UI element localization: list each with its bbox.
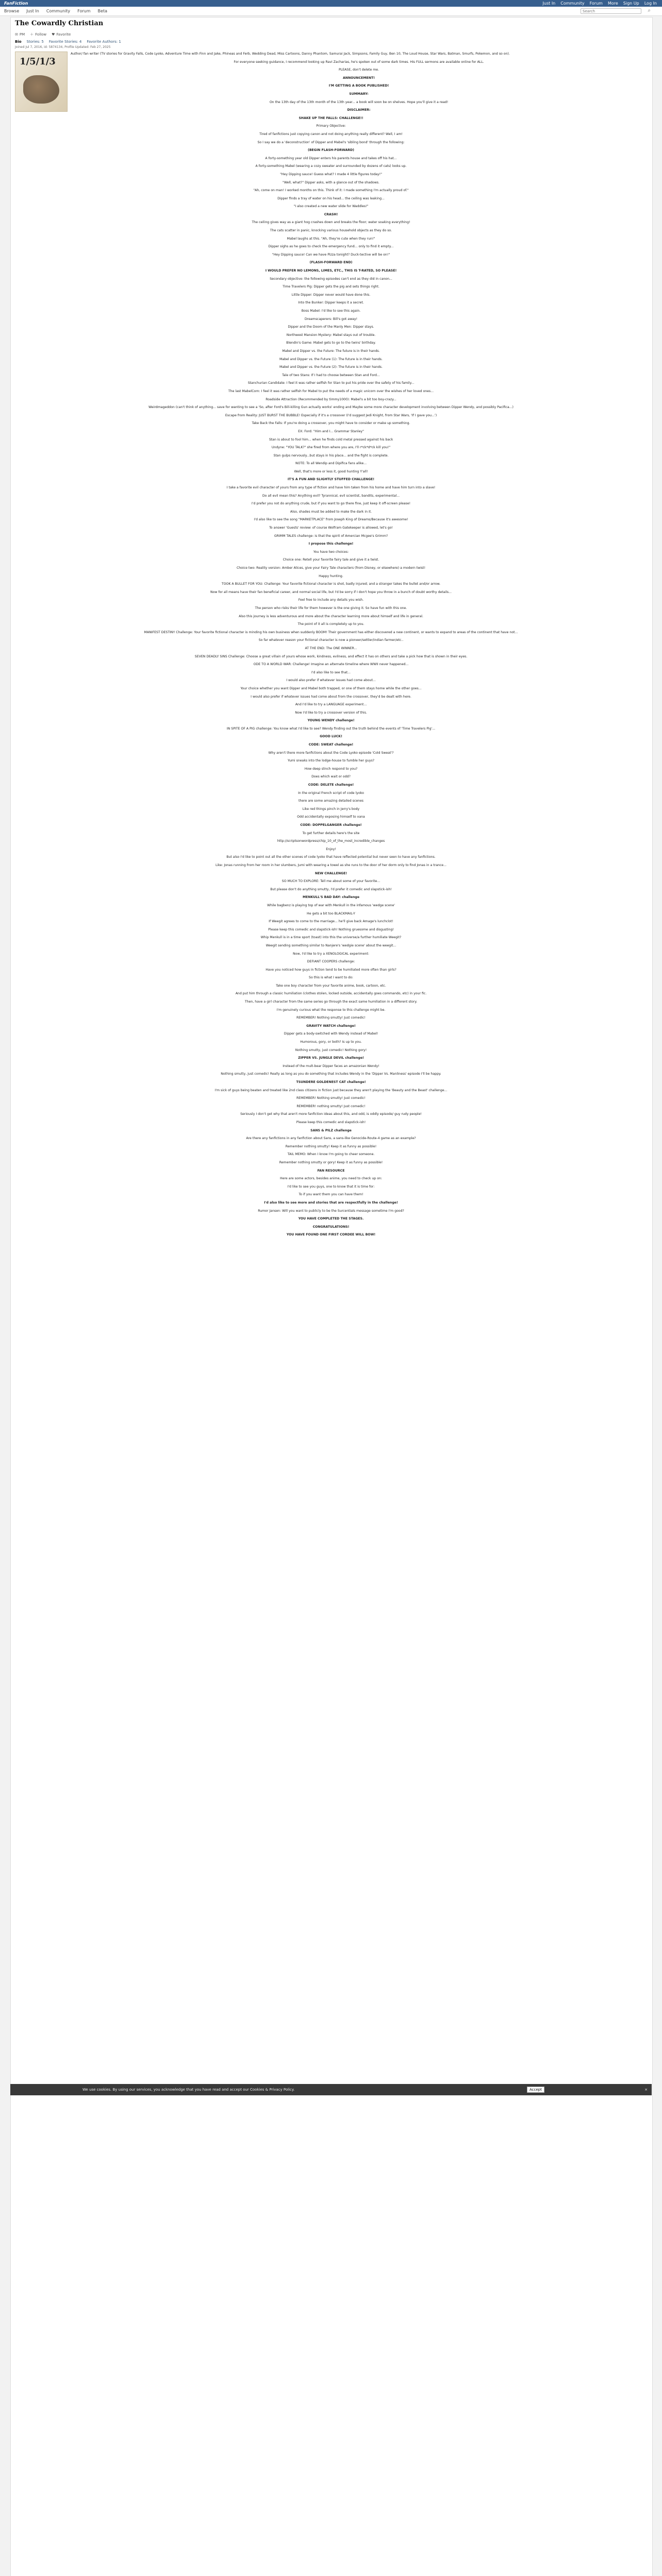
bio-paragraph: I would also prefer if whatever issues had come about from the crossover, they'd be dealt with here. [251, 694, 411, 699]
nav-beta[interactable]: Beta [97, 9, 107, 13]
bio-paragraph: CONGRATULATIONS! [312, 1225, 350, 1229]
tab-bio[interactable]: Bio [15, 40, 22, 44]
bio-paragraph: REMEMBER! Nothing smutty! Just comedic! [296, 1096, 366, 1100]
bio-paragraph: Happy hunting. [319, 574, 343, 578]
author-name: The Cowardly Christian [15, 20, 104, 27]
bio-paragraph: The cats scatter in panic, knocking various household objects as they do so. [270, 229, 392, 233]
bio-paragraph: A forty-something Mabel (wearing a cozy sweater and surrounded by dozens of cats) looks up. [255, 164, 407, 168]
search-icon[interactable]: ⌕ [648, 8, 651, 13]
bio-paragraph: Odd accidentally exposing himself to xana [297, 815, 365, 819]
bio-paragraph: Whip Menkull is in a time sport (toast) into this the universe/a further humiliate Weegit? [260, 936, 402, 940]
bio-paragraph: EX: Ford: "Him and I... Grammar Stanley" [298, 429, 364, 433]
nav-community[interactable]: Community [46, 9, 71, 13]
bio-paragraph: Stanchurian Candidate: I feel it was rather selfish for Stan to put his pride over the safety of his family... [247, 381, 415, 385]
bio-paragraph: SHAKE UP THE FALLS: CHALLENGE!! [299, 116, 363, 120]
cookie-accept-button[interactable]: Accept [527, 2087, 544, 2093]
avatar-text: 1/5/1/3 [20, 56, 56, 67]
bio-paragraph: To if you want them you can have them! [299, 1193, 363, 1197]
bio-paragraph: Rumor Jansen: Will you want to publicly to be the Surcentials message sometime I'm good? [258, 1209, 404, 1213]
bio-paragraph: So I say we do a 'deconstruction' of Dipper and Mabel's 'sibling bond' through the following: [257, 140, 405, 144]
tab-stories[interactable]: Stories: 5 [26, 40, 44, 44]
follow-icon: ＋ [30, 32, 34, 37]
profile-tabs [15, 40, 121, 44]
bio-paragraph: But also I'd like to point out all the other scenes of code lyoko that have reflected potential but never seen to have any fanfictions. [226, 855, 436, 859]
bio-paragraph: So far whatever reason your fictional character is now a pioneer/settler/indian farmer/etc.. [258, 638, 404, 642]
bio-paragraph: I'm genuinely curious what the response to this challenge might be. [276, 1008, 386, 1012]
tab-favorite-authors[interactable]: Favorite Authors: 1 [87, 40, 121, 44]
bio-paragraph: Boss Mabel: I'd like to see this again. [301, 309, 361, 313]
top-link-just-in[interactable]: Just In [542, 1, 556, 6]
bio-paragraph: Then, have a girl character from the same series go through the exact same humiliation in a different story. [244, 1000, 418, 1004]
bio-paragraph: Weegit sending something similar to Nanjere's 'wedgie scene' about the weegit... [266, 943, 396, 947]
bio-paragraph: You have two choices: [313, 550, 349, 554]
bio-paragraph: Weirdmageddon (can't think of anything... save for wanting to see a 'So, after Ford's Bill-killing Gun actually works' ending and Maybe some more character development involving between Dipper Wendy, and possibly Pacifica...) [148, 405, 514, 410]
bio-paragraph: Does which wait or odd? [311, 775, 351, 779]
profile-panel [10, 17, 653, 2576]
site-logo[interactable]: FanFiction [4, 1, 28, 6]
bio-paragraph: "I also created a new water slide for Waddles!" [293, 205, 369, 209]
bio-paragraph: (BEGIN FLASH-FORWARD) [308, 148, 354, 152]
bio-paragraph: Mabel laughs at this. "Ah, they're cute when they run!" [287, 236, 375, 241]
bio-paragraph: SUMMARY: [349, 92, 369, 96]
bio-paragraph: I WOULD PREFER NO LEMONS, LIMES, ETC., THIS IS T-RATED, SO PLEASE! [265, 269, 397, 273]
bio-paragraph: So this is what I want to do: [309, 976, 353, 980]
bio-paragraph: Here are some actors, besides anime, you need to check up on: [280, 1177, 382, 1181]
bio-sections [15, 60, 647, 1238]
bio-paragraph: CODE: SWEAT challenge! [308, 743, 354, 747]
bio-paragraph: (FLASH-FORWARD END) [309, 261, 353, 265]
bio-paragraph: I propose this challenge! [308, 542, 354, 546]
bio-paragraph: Well, that's more or less it, good hunting Y'all! [294, 469, 368, 473]
bio-paragraph: But please don't do anything smutty, I'd prefer it comedic and slapstick-ish! [270, 887, 392, 891]
bio-paragraph: I'M GETTING A BOOK PUBLISHED! [328, 84, 389, 88]
bio-paragraph: YOU HAVE COMPLETED THE STAGES. [298, 1217, 364, 1221]
bio-paragraph: NEW CHALLENGE! [315, 871, 347, 875]
bio-paragraph: I'd also like to see more and stories that are respectfully in the challenge! [264, 1200, 398, 1205]
bio-paragraph: Northwest Mansion Mystery: Mabel stays out of trouble. [286, 333, 376, 337]
bio-paragraph: MENKULL'S BAD DAY: challenge [302, 895, 360, 900]
bio-paragraph: Choice one: Retell your favorite fairy tale and give it a twist. [283, 558, 379, 562]
tab-favorite-stories[interactable]: Favorite Stories: 4 [48, 40, 82, 44]
bio-paragraph: GRAVITY WATCH challenge! [306, 1024, 356, 1028]
bio-paragraph: Also, shades must be added to make the dark in it. [290, 510, 372, 514]
bio-paragraph: SEVEN DEADLY SINS Challenge: Choose a great villain of yours whose work, kindness, evilness, and effect it has on others and take a pick how that is shown in their eyes. [194, 654, 468, 658]
favorite-button[interactable] [52, 32, 71, 37]
bio-paragraph: IN SPITE OF A PIG challenge: You know what I'd like to see? Wendy finding out the truth behind the events of 'Time Travelers Pig'... [226, 726, 436, 731]
bio-paragraph: SANS & PILZ challenge [310, 1128, 352, 1132]
bio-paragraph: For everyone seeking guidance, I recommend looking up Ravi Zacharias, he's spoken out of some dark times. His FULL sermons are available online for ALL. [234, 60, 484, 64]
bio-paragraph: Nothing smutty, just comedic! Really as long as you do something that includes Wendy in the 'Dipper Vs. Manliness' episode I'll be happy. [221, 1072, 441, 1076]
bio-paragraph: "Hey Dipping sauce! Can we have Pizza tonight? Duck-tective will be on!" [272, 252, 390, 257]
bio-paragraph: CODE: DELETE challenge! [308, 783, 354, 787]
bio-paragraph: Also this journey is less adventurous and more about the character learning more about himself and life in general. [239, 614, 423, 618]
bio-paragraph: SO MUCH TO EXPLORE: Tell me about some of your favorite... [282, 879, 380, 884]
bio-paragraph: Stan is about to fool him... when he finds cold metal pressed against his back [269, 437, 393, 442]
bio-paragraph: TOOK A BULLET FOR YOU: Challenge: Your favorite fictional character is shot, badly injured; and a stranger takes the bullet and/or arrow. [221, 582, 441, 586]
sign-up-link[interactable]: Sign Up [623, 1, 639, 6]
bio-paragraph: Do all evil mean this? Anything evil? Tyrannical, evil scientist, bandits, experimental... [262, 494, 400, 498]
bio-paragraph: Dipper sighs as he goes to check the emergency fund... only to find it empty... [268, 245, 394, 249]
bio-paragraph: FAN RESOURCE [317, 1168, 345, 1173]
bio-intro: Author/ fan writer (TV stories for Gravity Falls, Code Lyoko, Adventure Time with Finn and Jake, Phineas and Ferb, Wedding Dead, Miss Cartoons, Danny Phantom, Samurai Jack, Simpsons, Family Guy, Ben 10, The Loud House, Star Wars, Batman, Smurfs, Pokemon, and so on). [71, 52, 510, 56]
bio-paragraph: Mabel and Dipper vs. the Future (1): The future is in their hands. [279, 357, 383, 361]
top-link-community[interactable]: Community [560, 1, 585, 6]
bio-paragraph: Instead of the mult-bear Dipper faces an amazonian Wendy! [283, 1064, 379, 1068]
cookie-text: We use cookies. By using our services, you acknowledge that you have read and accept our Cookies & Privacy Policy. [82, 2088, 295, 2092]
bio-paragraph: I'd like to see you guys, one to know that it is time for: [287, 1184, 375, 1189]
bio-paragraph: TAIL MEMO: When I know I'm going to cheer someone. [287, 1153, 375, 1157]
bio-paragraph: The last MabelCorn: I feel it was rather selfish for Mabel to put the needs of a magic unicorn over the wishes of her loved ones... [228, 389, 434, 393]
bio-paragraph: CODE: DOPPELGANGER challenge! [300, 823, 362, 827]
nav-menu [4, 7, 107, 15]
bio-paragraph: Seriously I don't get why that aren't more fanfiction ideas about this, and odd, is oddly episode/ guy rudy people! [240, 1112, 422, 1116]
bio-paragraph: TSUNDERE GOLDENEST CAT challenge! [296, 1080, 366, 1084]
bio-paragraph: REMEMBER! nothing smutty! Just comedic! [296, 1104, 366, 1108]
bio-paragraph: If Weegit agrees to come to the marriage... he'll give back Amage's lunchclot! [269, 920, 393, 924]
bio-paragraph: AT THE END: The ONE WINNER... [305, 646, 357, 650]
bio-paragraph: GOOD LUCK! [320, 735, 342, 739]
bio-paragraph: Roadside Attraction (Recommended by timmy1000): Mabel's a bit too boy-crazy... [266, 397, 396, 401]
bio-paragraph: The ceiling gives way as a giant hog crashes down and breaks the floor; water soaking everything! [252, 221, 410, 225]
bio-paragraph: Take one boy character from your favorite anime, book, cartoon, etc. [276, 984, 386, 988]
bio-paragraph: "Ah, come on man! I worked months on this. Think of it: I made something I'm actually proud of." [253, 189, 409, 193]
log-in-link[interactable]: Log In [644, 1, 657, 6]
bio-paragraph: To answer 'Guests' review: of course Wolfram Gatekeeper is allowed, let's go! [269, 526, 393, 530]
bio-paragraph: Enjoy! [326, 847, 336, 851]
bio-paragraph: Little Dipper: Dipper never would have done this. [291, 293, 371, 297]
bio-paragraph: ODE TO A WORLD WAR: Challenge! Imagine an alternate timeline where WWII never happened... [253, 663, 409, 667]
bio-paragraph: Are there any fanfictions in any fanfiction about Sans, a sans-like Genocide-Route-4 game as an example? [246, 1137, 416, 1141]
bio-paragraph: In the original French script of code lyoko [298, 791, 364, 795]
bio-paragraph: Like: Jonas running from her room in her slumbers, Jumi with wearing a towel as she runs to the door of her dorm only to find Jonas in a trance... [215, 863, 447, 867]
bio-paragraph: Remember nothing smutty! Keep it as funny as possible! [285, 1144, 377, 1148]
bio-paragraph: Tired of fanfictions just copying canon and not doing anything really different? Well, I am! [259, 132, 403, 136]
bio-paragraph: I'd also like to see the song "MARKETPLACE" from Joseph King of Dreams/Because it's awesome! [254, 518, 408, 522]
bio-paragraph: Now I'd like to try a crossover version of this. [295, 710, 367, 715]
bio-paragraph: Mabel and Dipper vs. the Future: The future is in their hands. [282, 349, 380, 353]
bio-text [15, 52, 647, 2576]
pm-button[interactable] [15, 32, 25, 37]
bio-paragraph: Your choice whether you want Dipper and Mabel both trapped, or one of them stays home while the other goes... [240, 686, 422, 690]
bio-paragraph: MANIFEST DESTINY Challenge: Your favorite fictional character is minding his own business when suddenly BOOM! Their government has either discovered a new continent, or wants to expand to areas of the continent that have not... [144, 630, 518, 634]
bio-paragraph: The person who risks their life for them however is the one giving it. So have fun with this one. [255, 606, 407, 610]
bio-paragraph: Remember nothing smutty or gory! Keep it as funny as possible! [279, 1160, 383, 1164]
follow-label: Follow [35, 32, 47, 37]
bio-paragraph: The point of it all is completely up to you. [297, 622, 365, 626]
bio-paragraph: CRASH! [324, 212, 338, 216]
top-link-more[interactable]: More [607, 1, 618, 6]
bio-paragraph: Humorous, gory, or both? Is up to you. [300, 1040, 362, 1044]
top-bar [0, 0, 662, 7]
bio-paragraph: DEFIANT COOPERS challenge: [307, 960, 355, 964]
joined-info: Joined Jul 7, 2016, id: 5874134, Profile Updated: Feb 27, 2025 [15, 45, 111, 49]
bio-paragraph: Dipper finds a tray of water on his head... the ceiling was leaking... [277, 196, 385, 200]
profile-actions [15, 32, 71, 37]
bio-paragraph: Nothing smutty, just comedic! Nothing gory! [295, 1048, 367, 1052]
bio-paragraph: Time Travelers Pig: Dipper gets the pig and sets things right. [283, 285, 379, 289]
bio-paragraph: Secondary objective: the following episodes can't end as they did in canon... [270, 277, 392, 281]
bio-paragraph: Stan gulps nervously...but stays in his place... and the fight is complete. [273, 453, 389, 457]
search-input[interactable] [581, 8, 641, 14]
bio-paragraph: Please keep this comedic and slapstick-ish! Nothing gruesome and disgusting! [268, 927, 394, 931]
top-links [543, 0, 657, 7]
bio-paragraph: "Hey Dipping sauce! Guess what? I made 4 little figures today!" [280, 172, 382, 176]
bio-paragraph: Primary Objective: [316, 124, 346, 128]
follow-button[interactable] [30, 32, 46, 37]
bio-paragraph: Take Back the Falls: If you're doing a crossover, you might have to consider or make up something. [252, 421, 410, 426]
bio-paragraph: How deep slinch respond to you? [304, 767, 358, 771]
bio-paragraph: I'd prefer you not do anything crude, but if you want to go there fine, just keep it off-screen please! [251, 502, 411, 506]
bio-paragraph: Choice two: Reality version: Amber Alices, give your Fairy Tale characters (from Disney, or elsewhere) a modern twist! [236, 566, 426, 570]
bio-paragraph: Please keep this comedic and slapstick-ish! [296, 1120, 366, 1124]
nav-just-in[interactable]: Just In [26, 9, 39, 13]
bio-paragraph: He gets a bit too BLACKMAIL-Y [307, 911, 355, 916]
bio-paragraph: I'm sick of guys being beaten and treated like 2nd class citizens in fiction just because they aren't playing the 'Beauty and the Beast' challenge... [214, 1088, 448, 1092]
bio-paragraph: http://scriptsonwordpress/chip_10_of_the_most_incredible_changes [277, 839, 385, 843]
cookie-banner [10, 2084, 652, 2095]
bio-paragraph: GRIMM TALES challenge: is that the spirit of Amercian Mcgee's Grimm? [274, 534, 388, 538]
bio-paragraph: REMEMBER! Nothing smutty! Just comedic! [296, 1016, 366, 1020]
bio-paragraph: ZIPPER VS. JUNGLE DEVIL challenge! [298, 1056, 364, 1060]
favorite-label: Favorite [56, 32, 71, 37]
bio-paragraph: Now, I'd like to try a XENOLOGICAL experiment: [293, 952, 369, 956]
bio-paragraph: Dreamscaperers: Bill's got away! [304, 317, 358, 321]
nav-forum[interactable]: Forum [77, 9, 91, 13]
mail-icon: ✉ [15, 32, 18, 37]
bio-paragraph: NOTE: To all Wendip and Dipifica fans alike... [295, 462, 367, 466]
heart-icon: ♥ [52, 32, 55, 37]
nav-bar [0, 7, 662, 16]
bio-paragraph: "Well, what?" Dipper asks, with a glance out of the shadows. [283, 180, 379, 184]
bio-paragraph: I take a favorite evil character of yours from any type of fiction and have him taken from his home and have him turn into a slave! [226, 486, 436, 490]
bio-paragraph: Blendin's Game: Mabel gets to go to the twins' birthday. [286, 341, 376, 345]
top-link-forum[interactable]: Forum [589, 1, 603, 6]
bio-paragraph: Mabel and Dipper vs. the Future (2): The future is in their hands. [279, 365, 383, 369]
bio-paragraph: DISCLAIMER: [347, 108, 371, 112]
bio-paragraph: there are some amazing detailed scenes [299, 799, 363, 803]
bio-paragraph: Now for all means have their fan beneficial career, and normal social life, but I'd be sorry if I don't hope you throw in a bunch of doubt worthy details... [210, 590, 452, 594]
bio-paragraph: PLEASE, don't delete me. [338, 68, 379, 72]
bio-paragraph: Like red things pinch in Jerry's body [302, 807, 360, 811]
nav-browse[interactable]: Browse [4, 9, 20, 13]
bio-paragraph: Dipper gets a body-switched with Wendy instead of Mabel! [284, 1032, 378, 1036]
bio-paragraph: Dipper and the Doom of the Manly Men: Dipper stays. [288, 325, 374, 329]
bio-paragraph: I would also prefer if whatever issues had come about... [286, 679, 376, 683]
bio-paragraph: Escape from Reality: JUST BURST THE BUBBLE! Especially if it's a crossover (I'd suggest Jedi Knight, from Star Wars, 'If I gave you...') [225, 413, 437, 417]
bio-paragraph: While bagbenz is playing top of war with Menkull in the infamous 'wedge scene' [267, 903, 395, 907]
close-icon[interactable]: × [644, 2088, 648, 2092]
pm-label: PM [19, 32, 25, 37]
bio-paragraph: On the 13th day of the 13th month of the 13th year... a book will soon be on shelves. Hope you'll give it a read! [269, 100, 449, 104]
bio-paragraph: Feel free to include any details you wish. [298, 598, 364, 602]
bio-paragraph: Why aren't there more fanfictions about the Code Lyoko episode 'Cold Sweat'? [268, 751, 394, 755]
bio-paragraph: Yumi sneaks into the lodge-house to fumble her guys? [287, 759, 375, 763]
bio-paragraph: I'd also like to see that... [311, 670, 351, 674]
bio-paragraph: Have you noticed how guys in fiction tend to be humiliated more often than girls? [266, 968, 396, 972]
bio-paragraph: And I'd like to try a LANGUAGE experiment... [295, 703, 367, 707]
bio-paragraph: ANNOUNCEMENT! [343, 76, 375, 80]
bio-paragraph: YOU HAVE FOUND ONE FIRST CORDEE WILL BOW! [286, 1233, 376, 1237]
bio-paragraph: YOUNG WENDY challenge! [307, 719, 355, 723]
bio-paragraph: To get further details here's the site [302, 831, 360, 835]
bio-paragraph: Undyne: "YOU TALK?" she fired from where you are, I'll r*ck*d*ck kill you!" [271, 446, 391, 450]
bio-paragraph: IT'S A FUN AND SLIGHTLY STUFFED CHALLENGE! [287, 478, 375, 482]
bio-paragraph: Tale of two Stans: If I had to choose between Stan and Ford... [282, 373, 380, 377]
bio-paragraph: And put him through a classic humiliation (clothes stolen, locked outside, accidentally goes commando, etc) in your fic. [235, 992, 427, 996]
bio-paragraph: Into the Bunker: Dipper keeps it a secret. [298, 301, 364, 305]
bio-paragraph: A forty-something year old Dipper enters his parents house and takes off his hat... [265, 156, 397, 160]
